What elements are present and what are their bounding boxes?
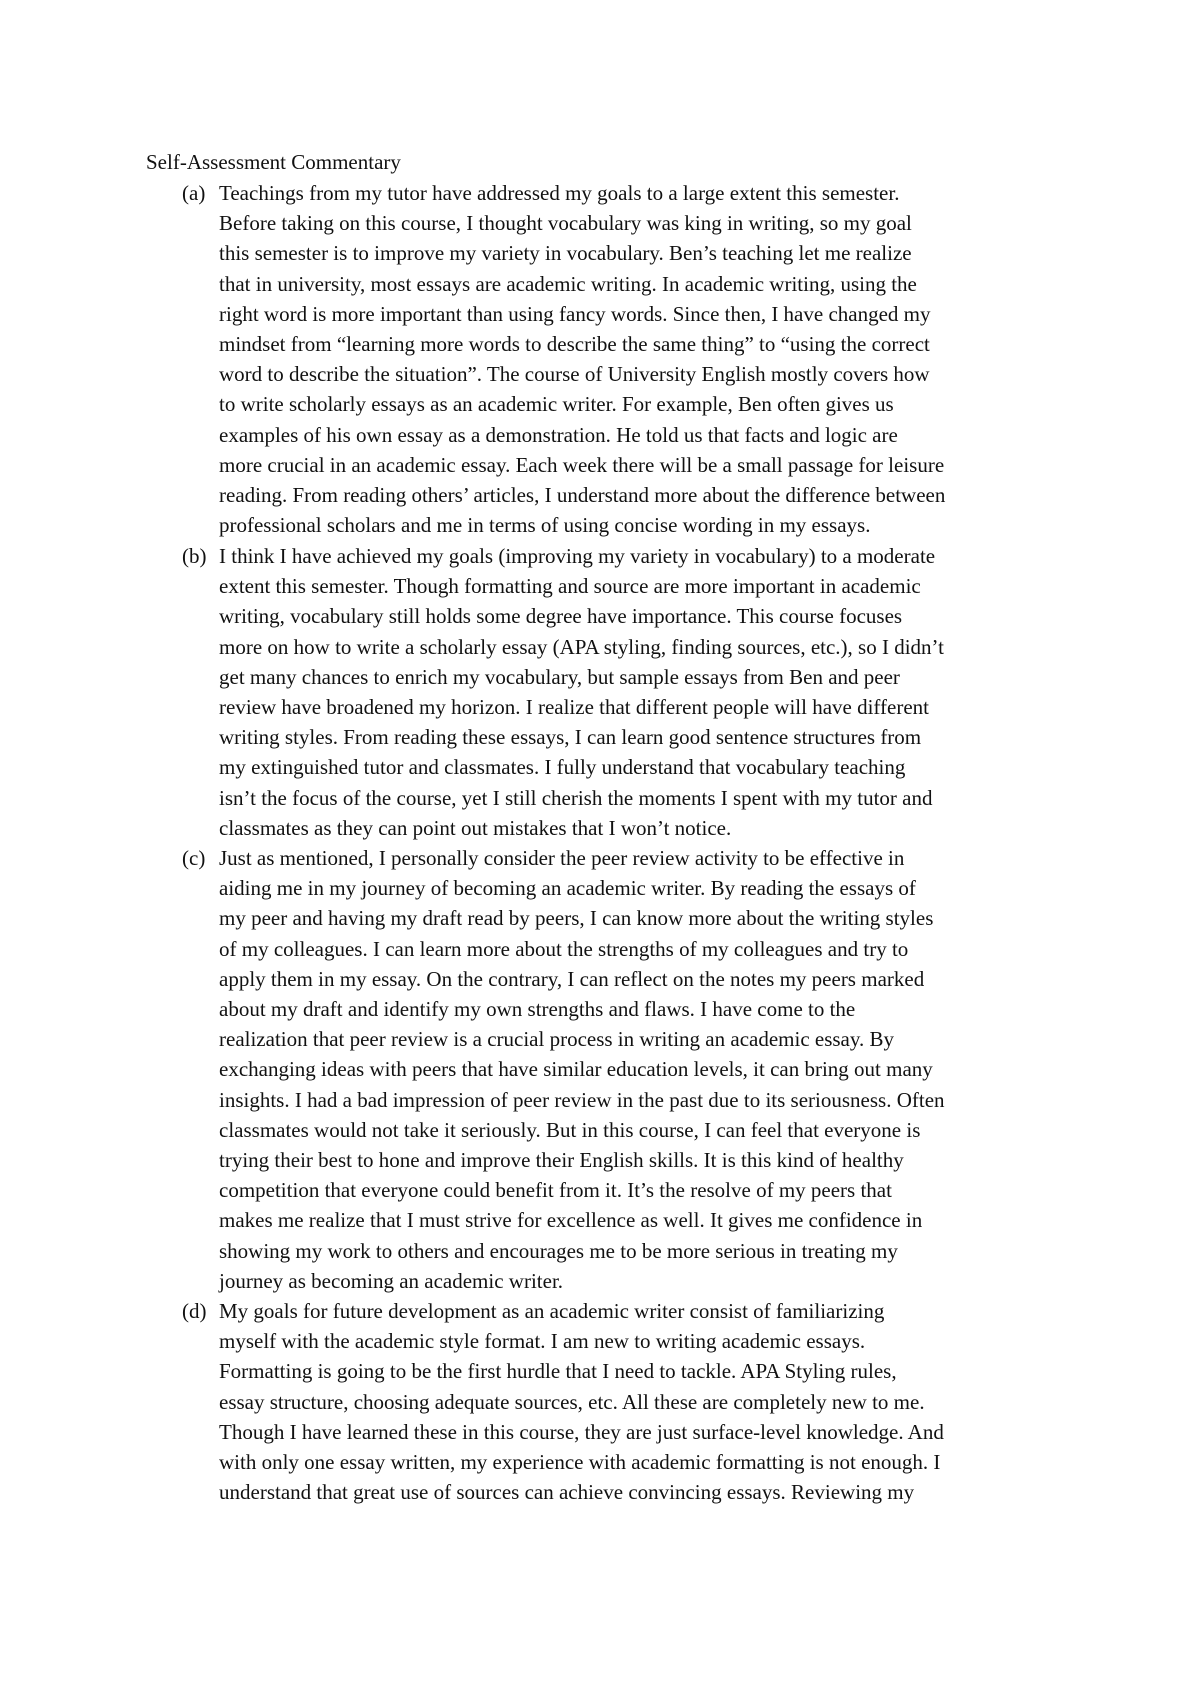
text-line: makes me realize that I must strive for excellence as well. It gives me confidence in: [219, 1208, 923, 1233]
text-line: Just as mentioned, I personally consider the peer review activity to be effective in: [219, 846, 905, 870]
paragraph-d: [219, 1296, 1064, 1507]
text-line: writing, vocabulary still holds some degree have importance. This course focuses: [219, 604, 903, 629]
text-line: exchanging ideas with peers that have similar education levels, it can bring out many: [219, 1057, 933, 1082]
text-line: word to describe the situation”. The course of University English mostly covers how: [219, 362, 930, 387]
text-line: more on how to write a scholarly essay (APA styling, finding sources, etc.), so I didn’t: [219, 634, 944, 659]
paragraph-a: [219, 178, 1064, 540]
list-marker: (d): [182, 1299, 207, 1323]
text-line: about my draft and identify my own strengths and flaws. I have come to the: [219, 997, 856, 1022]
text-line: Before taking on this course, I thought vocabulary was king in writing, so my goal: [219, 211, 912, 236]
text-line: understand that great use of sources can achieve convincing essays. Reviewing my: [219, 1480, 915, 1505]
text-line: My goals for future development as an academic writer consist of familiarizing: [219, 1299, 885, 1323]
text-line: insights. I had a bad impression of peer review in the past due to its seriousness. Often: [219, 1087, 945, 1112]
text-line: get many chances to enrich my vocabulary, but sample essays from Ben and peer: [219, 664, 900, 689]
text-line: reading. From reading others’ articles, I understand more about the difference between: [219, 483, 946, 508]
list-marker: (a): [182, 181, 206, 205]
text-line: trying their best to hone and improve their English skills. It is this kind of healthy: [219, 1148, 904, 1173]
text-line: apply them in my essay. On the contrary, I can reflect on the notes my peers marked: [219, 966, 925, 991]
text-line: Though I have learned these in this course, they are just surface-level knowledge. And: [219, 1419, 944, 1444]
paragraph-b: [219, 541, 1064, 843]
text-line: this semester is to improve my variety in vocabulary. Ben’s teaching let me realize: [219, 241, 912, 266]
text-line: Formatting is going to be the first hurdle that I need to tackle. APA Styling rules,: [219, 1359, 897, 1384]
text-line: of my colleagues. I can learn more about the strengths of my colleagues and try to: [219, 936, 909, 961]
text-line: more crucial in an academic essay. Each week there will be a small passage for leisure: [219, 452, 945, 477]
text-line: Teachings from my tutor have addressed my goals to a large extent this semester.: [219, 181, 900, 205]
text-line: classmates as they can point out mistakes that I won’t notice.: [219, 815, 732, 840]
text-line: my peer and having my draft read by peers, I can know more about the writing styles: [219, 906, 934, 931]
text-line: mindset from “learning more words to describe the same thing” to “using the correct: [219, 332, 930, 357]
text-line: journey as becoming an academic writer.: [219, 1268, 564, 1293]
list-marker: (c): [182, 846, 206, 870]
text-line: that in university, most essays are academic writing. In academic writing, using the: [219, 271, 917, 296]
text-line: competition that everyone could benefit from it. It’s the resolve of my peers that: [219, 1178, 892, 1203]
document-title: Self-Assessment Commentary: [146, 150, 401, 174]
paragraph-c: [219, 843, 1064, 1296]
text-line: right word is more important than using fancy words. Since then, I have changed my: [219, 301, 931, 326]
text-line: examples of his own essay as a demonstration. He told us that facts and logic are: [219, 422, 898, 447]
text-line: extent this semester. Though formatting and source are more important in academic: [219, 574, 921, 599]
text-line: writing styles. From reading these essays, I can learn good sentence structures from: [219, 725, 922, 750]
text-line: I think I have achieved my goals (improving my variety in vocabulary) to a moderate: [219, 544, 936, 568]
text-line: classmates would not take it seriously. But in this course, I can feel that everyone is: [219, 1117, 921, 1142]
text-line: to write scholarly essays as an academic writer. For example, Ben often gives us: [219, 392, 894, 417]
text-line: isn’t the focus of the course, yet I still cherish the moments I spent with my tutor and: [219, 785, 933, 810]
text-line: with only one essay written, my experience with academic formatting is not enough. I: [219, 1450, 941, 1475]
text-line: myself with the academic style format. I am new to writing academic essays.: [219, 1329, 866, 1354]
text-line: showing my work to others and encourages me to be more serious in treating my: [219, 1238, 898, 1263]
text-line: aiding me in my journey of becoming an academic writer. By reading the essays of: [219, 876, 916, 901]
list-marker: (b): [182, 544, 207, 568]
text-line: essay structure, choosing adequate sources, etc. All these are completely new to me.: [219, 1389, 925, 1414]
text-line: professional scholars and me in terms of using concise wording in my essays.: [219, 513, 871, 538]
text-line: realization that peer review is a crucial process in writing an academic essay. By: [219, 1027, 895, 1052]
text-line: my extinguished tutor and classmates. I fully understand that vocabulary teaching: [219, 755, 906, 780]
text-line: review have broadened my horizon. I realize that different people will have different: [219, 695, 930, 720]
